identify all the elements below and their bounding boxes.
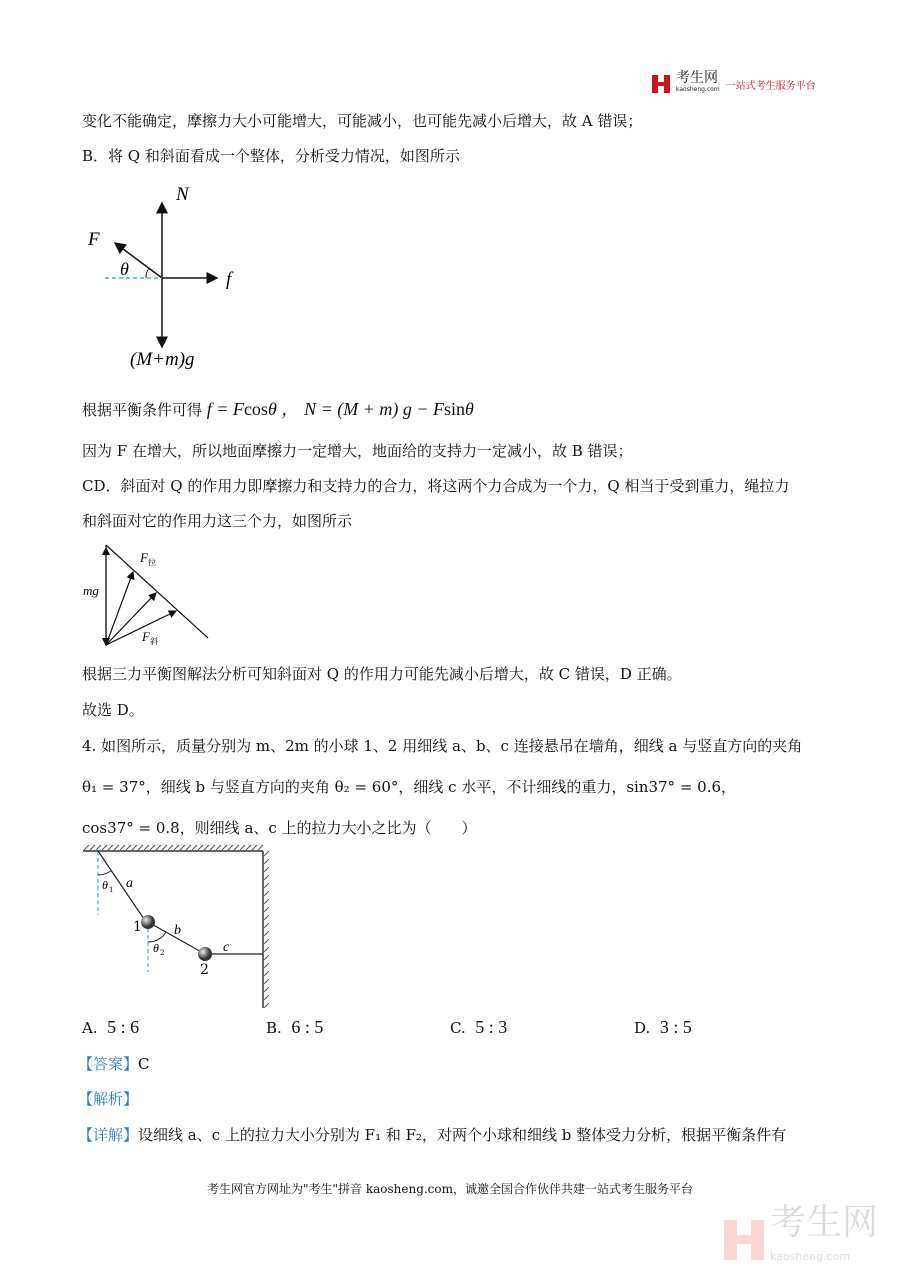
text-line: CD．斜面对 Q 的作用力即摩擦力和支持力的合力，将这两个力合成为一个力，Q 相当于受到重力，绳拉力 [82,477,790,495]
label-a: a [126,876,133,891]
label-F: F [88,229,100,250]
label-F-xie: F [142,629,150,644]
text-line: 变化不能确定，摩擦力大小可能增大，可能减小，也可能先减小后增大，故 A 错误； [82,112,643,130]
text-line: B．将 Q 和斜面看成一个整体，分析受力情况，如图所示 [82,147,460,165]
label-theta2-sub: 2 [160,949,165,957]
detail-line: 【详解】设细线 a、c 上的拉力大小分别为 F₁ 和 F₂，对两个小球和细线 b 整体受力分析，根据平衡条件有 [78,1126,787,1144]
question-4-line: θ₁ = 37°，细线 b 与竖直方向的夹角 θ₂ = 60°，细线 c 水平，不计细线的重力，sin37° = 0.6， [82,778,737,796]
ball-1 [141,915,155,929]
label-gravity: (M+m)g [130,349,195,370]
label-mg: mg [83,583,99,598]
option-a[interactable]: A. 5 : 6 [82,1017,140,1037]
text-line: 根据三力平衡图解法分析可知斜面对 Q 的作用力可能先减小后增大，故 C 错误，D 正确。 [82,665,682,683]
equation-line: 根据平衡条件可得 f = Fcosθ ， N = (M + m) g − Fsinθ [82,399,474,419]
brand-name: 考生网 kaosheng.com [676,70,720,93]
label-theta: θ [120,259,129,279]
label-la-sub: 拉 [148,558,156,567]
kaosheng-logo-icon [652,75,670,93]
option-d[interactable]: D. 3 : 5 [634,1017,692,1037]
hanging-balls-diagram [80,840,280,1010]
label-theta2: θ [153,941,159,955]
watermark-logo-icon [724,1220,764,1260]
force-triangle-diagram [80,540,220,650]
label-ball2: 2 [200,962,209,978]
force-diagram-1 [80,175,260,375]
option-b[interactable]: B. 6 : 5 [266,1017,324,1037]
header-logo [652,72,816,96]
label-theta1: θ [102,878,108,892]
label-theta1-sub: 1 [109,886,114,894]
label-F-la: F [140,550,148,565]
label-xie-sub: 斜 [150,637,158,646]
option-c[interactable]: C. 5 : 3 [450,1017,508,1037]
answer-line: 【答案】C [78,1055,150,1073]
slogan: 一站式考生服务平台 [725,80,816,92]
label-N: N [176,184,189,205]
watermark: 考生网 kaosheng.com [724,1206,878,1273]
text-line: 故选 D。 [82,701,144,719]
label-c: c [223,940,230,955]
ball-2 [198,947,212,961]
footer-text: 考生网官方网址为"考生"拼音 kaosheng.com，诚邀全国合作伙伴共建一站式考生服务平台 [206,1182,694,1196]
analysis-heading: 【解析】 [78,1090,139,1108]
text-line: 和斜面对它的作用力这三个力，如图所示 [82,512,353,530]
question-4-line: 4. 如图所示，质量分别为 m、2m 的小球 1、2 用细线 a、b、c 连接悬吊在墙角，细线 a 与竖直方向的夹角 [82,737,803,755]
question-4-line: cos37° = 0.8，则细线 a、c 上的拉力大小之比为（ ） [82,819,477,837]
text-line: 因为 F 在增大，所以地面摩擦力一定增大，地面给的支持力一定减小，故 B 错误； [82,442,633,460]
label-ball1: 1 [133,919,142,935]
label-f: f [226,269,232,290]
label-b: b [174,923,181,938]
